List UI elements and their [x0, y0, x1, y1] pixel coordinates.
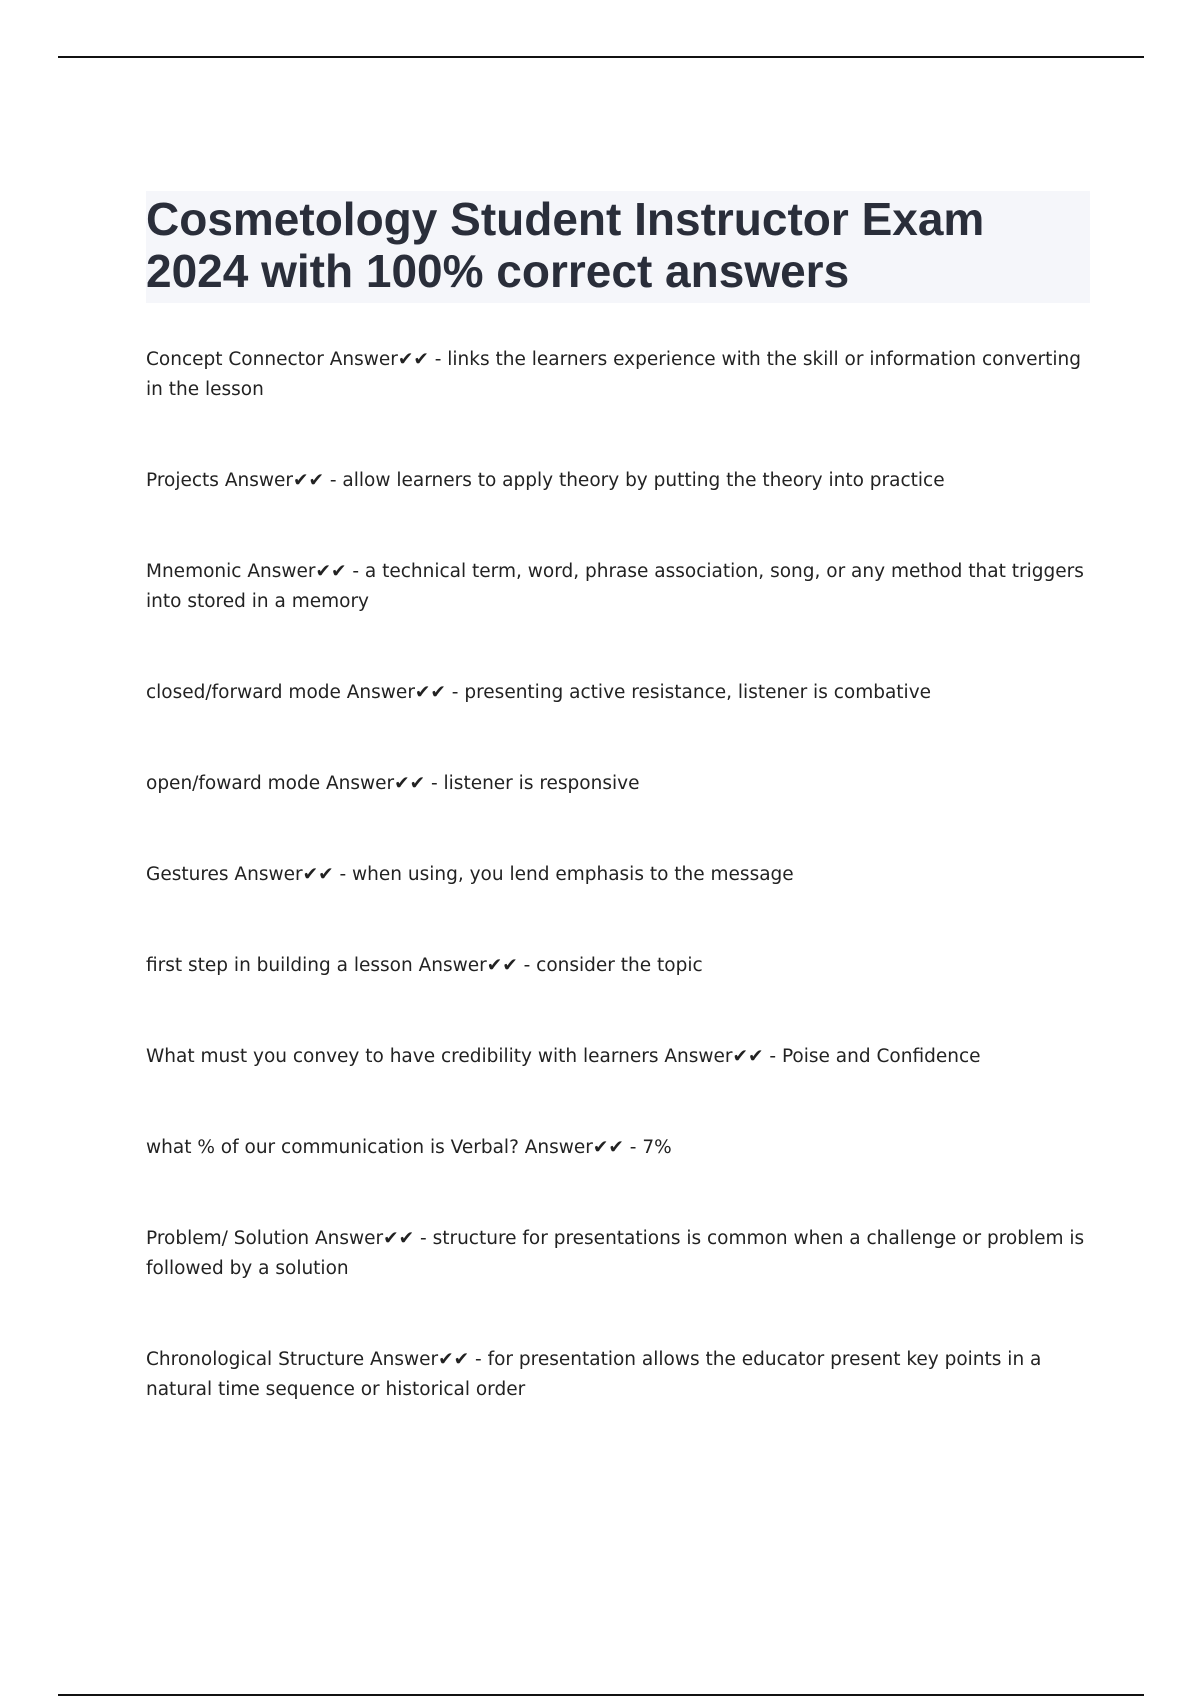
qa-item: Problem/ Solution Answer✔✔ - structure for presentations is common when a challenge or problem is followed by a solution [146, 1228, 1085, 1279]
bottom-divider [58, 1694, 1144, 1696]
qa-item: closed/forward mode Answer✔✔ - presenting active resistance, listener is combative [146, 682, 932, 703]
top-divider [58, 56, 1144, 58]
qa-item: What must you convey to have credibility with learners Answer✔✔ - Poise and Confidence [146, 1046, 981, 1067]
qa-item: first step in building a lesson Answer✔✔ - consider the topic [146, 955, 703, 976]
qa-item: Chronological Structure Answer✔✔ - for presentation allows the educator present key points in a natural time sequence or historical order [146, 1349, 1042, 1400]
qa-item: Concept Connector Answer✔✔ - links the learners experience with the skill or information converting in the lesson [146, 349, 1082, 400]
page-title: Cosmetology Student Instructor Exam 2024 with 100% correct answers [146, 193, 985, 297]
qa-item: open/foward mode Answer✔✔ - listener is responsive [146, 773, 640, 794]
title-banner [146, 191, 1090, 303]
qa-item: what % of our communication is Verbal? Answer✔✔ - 7% [146, 1137, 672, 1158]
qa-item: Gestures Answer✔✔ - when using, you lend emphasis to the message [146, 864, 794, 885]
qa-list [146, 345, 1096, 1466]
qa-item: Mnemonic Answer✔✔ - a technical term, word, phrase association, song, or any method that triggers into stored in a memory [146, 561, 1084, 612]
qa-item: Projects Answer✔✔ - allow learners to apply theory by putting the theory into practice [146, 470, 945, 491]
